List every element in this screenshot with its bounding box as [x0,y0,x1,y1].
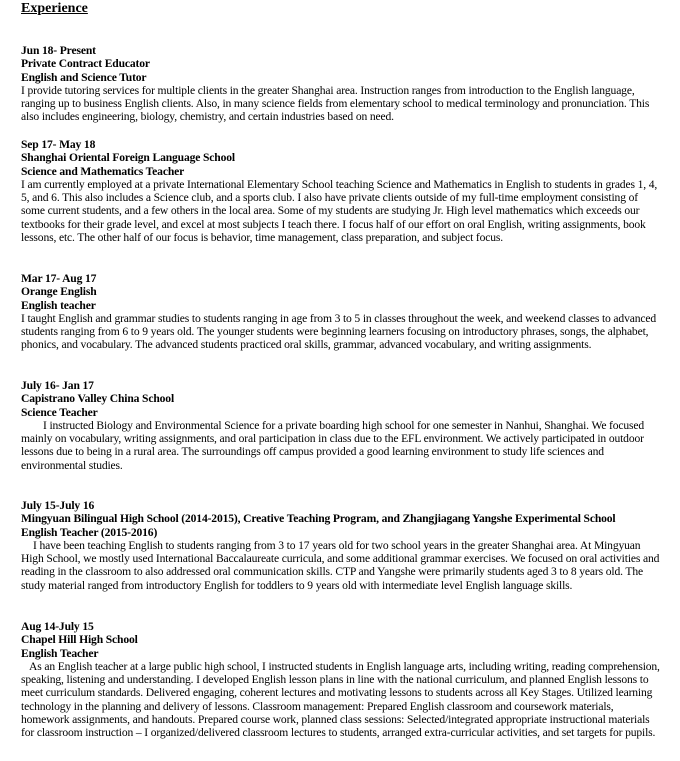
experience-entry [21,379,661,472]
entry-dates: Aug 14-July 15 [21,620,94,633]
entry-role: Science Teacher [21,405,98,419]
section-heading: Experience [21,1,88,16]
entry-description: I have been teaching English to students ranging from 3 to 17 years old for two school years in the greater Shanghai area. At Mingyuan High School, we mostly used International Baccalaureate curricula, and some additional grammar exercises. We focused on oral activities and reading in the classroom to also addressed oral communication skills. CTP and Yangshe were primarily students aged 3 to 8 years old. The study material ranged from introductory English for toddlers to 9 years old with intermediate level English language skills. [21,538,660,592]
entry-role: English teacher [21,298,96,312]
experience-entry [21,620,661,740]
entry-organization: Mingyuan Bilingual High School (2014-2015), Creative Teaching Program, and Zhangjiagang Yangshe Experimental School [21,512,616,526]
entry-description: I provide tutoring services for multiple clients in the greater Shanghai area. Instruction ranges from introduction to the English language, ranging up to business English clients. Also, in many science fields from elementary school to medical terminology and pronunciation. This also includes engineering, biology, chemistry, and certain industries based on need. [21,83,650,124]
entry-dates: Sep 17- May 18 [21,138,96,151]
entry-role: English and Science Tutor [21,70,147,84]
entry-organization: Private Contract Educator [21,57,150,71]
entry-organization: Capistrano Valley China School [21,392,175,406]
entry-description: I taught English and grammar studies to students ranging in age from 3 to 5 in classes throughout the week, and weekend classes to advanced students ranging from 6 to 9 years old. The younger students were beginning learners focusing on introductory phrases, songs, the alphabet, phonics, and vocabulary. The advanced students practiced oral skills, grammar, advanced vocabulary, and writing assignments. [21,311,657,352]
entry-organization: Chapel Hill High School [21,633,138,647]
entry-description: As an English teacher at a large public high school, I instructed students in English language arts, including writing, reading comprehension, speaking, listening and understanding. I developed English lesson plans in line with the national curriculum, and planned English lessons to meet curriculum standards. Delivered engaging, coherent lectures and motivating lessons to students across all Key Stages. Utilized learning technology in the planning and delivery of lessons. Classroom management: Prepared English classroom and coursework materials, homework assignments, and handouts. Prepared course work, planned class sessions: Selected/integrated appropriate instructional materials for classroom instruction – I organized/delivered classroom lectures to students, arranged extra-curricular activities, and set targets for pupils. [21,659,660,740]
entry-role: English Teacher [21,646,99,660]
entry-organization: Orange English [21,285,97,299]
entry-dates: July 15-July 16 [21,499,95,512]
entry-dates: Mar 17- Aug 17 [21,272,97,285]
entry-description: I am currently employed at a private International Elementary School teaching Science and Mathematics in English to students in grades 1, 4, 5, and 6. This also includes a Science club, and a sports club. I also have private clients outside of my full-time employment consisting of some current students, and a few others in the local area. Some of my students are studying Jr. High level mathematics which exceeds our textbooks for their grade level, and excel at most subjects I teach there. I focus half of our effort on oral English, writing assignments, book lessons, etc. The other half of our focus is behavior, time management, class preparation, and subject focus. [21,177,658,245]
experience-entry [21,138,661,244]
entry-role: English Teacher (2015-2016) [21,525,158,539]
entry-description: I instructed Biology and Environmental Science for a private boarding high school for one semester in Nanhui, Shanghai. We focused mainly on vocabulary, writing assignments, and oral participation in class due to the EFL environment. We actively participated in outdoor lessons due to being in a rural area. The surroundings off campus provided a good learning environment to study life sciences and environmental studies. [21,418,645,472]
experience-entry [21,499,661,592]
entry-dates: July 16- Jan 17 [21,379,94,392]
entry-role: Science and Mathematics Teacher [21,164,185,178]
experience-entry [21,272,661,352]
entry-organization: Shanghai Oriental Foreign Language School [21,151,235,165]
entry-dates: Jun 18- Present [21,44,96,57]
experience-entry [21,44,661,124]
